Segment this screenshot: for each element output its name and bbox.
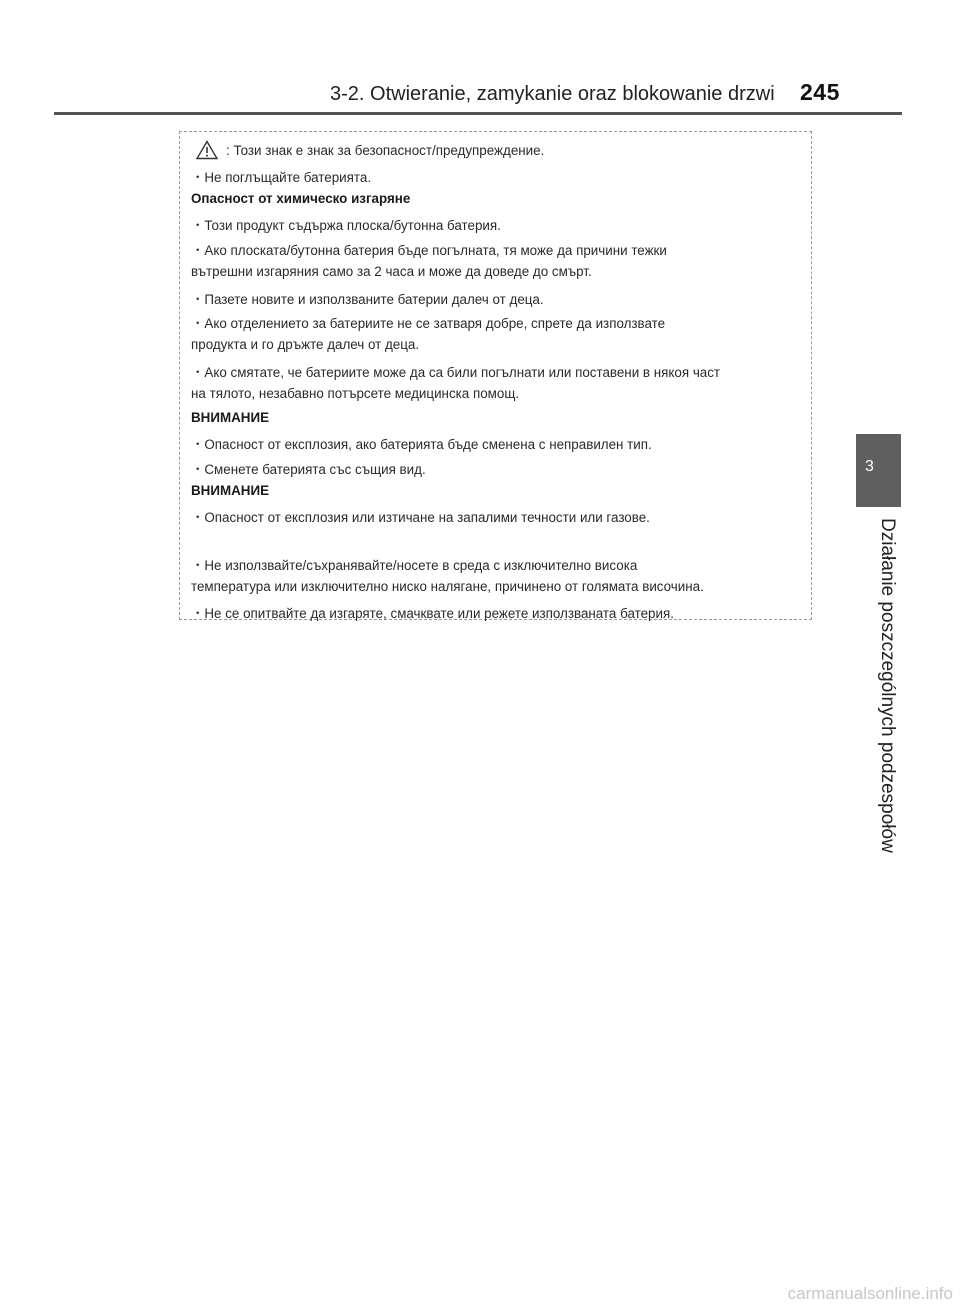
warning-triangle-icon [196, 140, 218, 160]
notice-line: ・Ако плоската/бутонна батерия бъде погълната, тя може да причини тежки [191, 243, 667, 258]
section-title: 3-2. Otwieranie, zamykanie oraz blokowanie drzwi [330, 83, 775, 105]
notice-line: температура или изключително ниско налягане, причинено от голямата височина. [191, 579, 704, 594]
notice-line: ・Този продукт съдържа плоска/бутонна батерия. [191, 218, 501, 233]
notice-heading: Опасност от химическо изгаряне [191, 191, 411, 206]
notice-line: ・Не използвайте/съхранявайте/носете в среда с изключително висока [191, 558, 638, 573]
battery-warning-box [179, 131, 812, 620]
notice-line: на тялото, незабавно потърсете медицинска помощ. [191, 386, 520, 401]
watermark: carmanualsonline.info [787, 1284, 953, 1303]
notice-line: вътрешни изгаряния само за 2 часа и може да доведе до смърт. [191, 264, 592, 279]
notice-line: ・Ако отделението за батериите не се затваря добре, спрете да използвате [191, 316, 666, 331]
notice-line: ・Ако смятате, че батериите може да са били погълнати или поставени в някоя част [191, 365, 721, 380]
warning-symbol-caption: : Този знак е знак за безопасност/предупреждение. [226, 143, 545, 158]
notice-line: ・Опасност от експлозия или изтичане на запалими течности или газове. [191, 510, 650, 525]
chapter-number: 3 [865, 458, 874, 475]
notice-line: ・Не поглъщайте батерията. [191, 170, 372, 185]
notice-line: ・Пазете новите и използваните батерии далеч от деца. [191, 292, 544, 307]
notice-line: ・Опасност от експлозия, ако батерията бъде сменена с неправилен тип. [191, 437, 652, 452]
notice-line: ・Не се опитвайте да изгаряте, смачквате или режете използваната батерия. [191, 606, 674, 621]
notice-line: продукта и го дръжте далеч от деца. [191, 337, 420, 352]
chapter-tab [856, 434, 901, 507]
chapter-title: Działanie poszczególnych podzespołów [877, 518, 898, 853]
notice-heading: ВНИМАНИЕ [191, 410, 270, 425]
header-divider [54, 112, 902, 115]
page-number: 245 [800, 79, 840, 105]
notice-line: ・Сменете батерията със същия вид. [191, 462, 426, 477]
notice-heading: ВНИМАНИЕ [191, 483, 270, 498]
